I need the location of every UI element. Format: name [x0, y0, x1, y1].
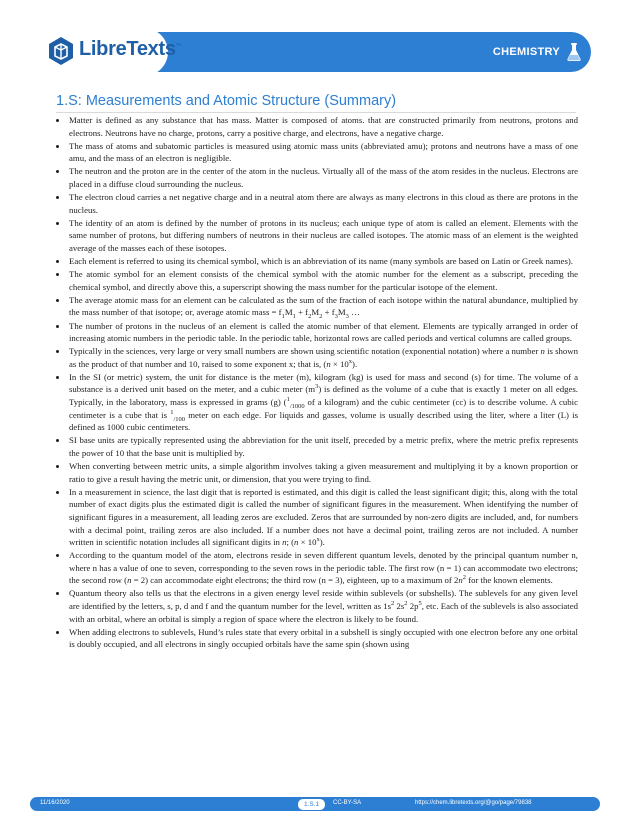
list-item: • The number of protons in the nucleus of an element is called the atomic number of that element. Elements are typically arranged in order of increasing atomic numbers in the periodic table. In the periodic table, horizontal rows are called periods and vertical columns are called groups. — [68, 320, 578, 345]
list-item: • According to the quantum model of the atom, electrons reside in seven different quantum levels, denoted by the principal quantum number n, where n has a value of one to seven, corresponding to the seven rows in the periodic table. The first row (n = 1) can accommodate two electrons; the second row (n = 2) can accommodate eight electrons; the third row (n = 3), eighteen, up to a maximum of $2n^2$ for the known elements. — [68, 549, 578, 587]
footer-page-number: 1.S.1 — [298, 799, 325, 810]
list-item: • In the SI (or metric) system, the unit for distance is the meter (m), kilogram (kg) is used for mass and second (s) for time. The volume of a substance is a derived unit based on the meter, and a cubic meter $(m^3)$ is defined as the volume of a cube that is exactly 1 meter on all edges. Typically, in the laboratory, mass is expressed in grams (g) ($^1_{/1000}$ of a kilogram) and the cubic centimeter (cc) is to describe volume. A cubic centimeter is a cube that is $^1_{/100}$ meter on each edge. For liquids and gasses, volume is usually described using the liter, where a liter (L) is defined as 1000 cubic centimeters. — [68, 371, 578, 434]
list-item: • SI base units are typically represented using the abbreviation for the unit itself, preceded by a metric prefix, where the metric prefix represents the power of 10 that the base unit is multiplied by. — [68, 434, 578, 459]
title-divider — [56, 112, 576, 113]
libretexts-logo-icon — [46, 36, 76, 66]
list-item: • When converting between metric units, a simple algorithm involves taking a given measurement and multiplying it by a known proportion or ratio to give a result having the metric unit, or dimension, that you were trying to find. — [68, 460, 578, 485]
list-item: • Matter is defined as any substance that has mass. Matter is composed of atoms. that are constructed primarily from neutrons, protons and electrons. Neutrons have no charge, protons, carry a positive charge, and electrons, have a negative charge. — [68, 114, 578, 139]
list-item: • Typically in the sciences, very large or very small numbers are shown using scientific notation (exponential notation) where a number n is shown as the product of that number and 10, raised to some exponent x; that is, $(n \times 10^x)$. — [68, 345, 578, 370]
footer-date: 11/16/2020 — [40, 800, 70, 806]
list-item: • The identity of an atom is defined by the number of protons in its nucleus; each unique type of atom is called an element. Elements with the same number of protons, but differing numbers of neutrons in their nucleus are called isotopes. The atomic mass of an element is the weighted average of the masses each of these isotopes. — [68, 217, 578, 255]
logo-text[interactable]: LibreTexts™ — [79, 38, 182, 60]
list-item: • Quantum theory also tells us that the electrons in a given energy level reside within sublevels (or subshells). The sublevels for any given level are identified by the letters, s, p, d and f and the quantum number for the level, written as $1s^2$ $2s^2$ $2p^5$, etc. Each of the sublevels is also associated with an orbital, where an orbital is simply a region of space where the electron is likely to be found. — [68, 587, 578, 625]
subject-label[interactable]: CHEMISTRY — [492, 46, 560, 58]
list-item: • The neutron and the proton are in the center of the atom in the nucleus. Virtually all of the mass of the atom resides in the nucleus. Electrons are placed in a diffuse cloud surrounding the nucleus. — [68, 165, 578, 190]
list-item: • The average atomic mass for an element can be calculated as the sum of the fraction of each isotope within the natural abundance, multiplied by the mass number of that isotope; or, average atomic mass = $f_1M_1 + f_2M_2 + f_3M_3$ … — [68, 294, 578, 319]
list-item: • When adding electrons to sublevels, Hund’s rules state that every orbital in a subshell is singly occupied with one electron before any one orbital is doubly occupied, and all electrons in singly occupied orbitals have the same spin (shown using — [68, 626, 578, 651]
list-item: • The electron cloud carries a net negative charge and in a neutral atom there are always as many electrons in this cloud as there are protons in the nucleus. — [68, 191, 578, 216]
summary-list — [56, 114, 578, 651]
page-title: 1.S: Measurements and Atomic Structure (Summary) — [56, 93, 397, 109]
list-item: • Each element is referred to using its chemical symbol, which is an abbreviation of its name (many symbols are based on Latin or Greek names). — [68, 255, 578, 268]
footer-url-link[interactable]: https://chem.libretexts.org/@go/page/79838 — [415, 800, 532, 806]
flask-icon — [566, 42, 582, 62]
footer-license[interactable]: CC-BY-SA — [333, 800, 362, 806]
page-footer — [30, 797, 600, 811]
list-item: • The mass of atoms and subatomic particles is measured using atomic mass units (abbreviated amu); protons and neutrons have a mass of one amu, and the mass of an electron is negligible. — [68, 140, 578, 165]
list-item: • The atomic symbol for an element consists of the chemical symbol with the atomic number for the element as a subscript, preceding the chemical symbol, and directly above this, a superscript showing the mass number for the particular isotope of the element. — [68, 268, 578, 293]
list-item: • In a measurement in science, the last digit that is reported is estimated, and this digit is called the least significant digit; this, along with the total number of exact digits plus the estimated digit is called the number of significant figures in the measurement. When identifying the number of significant figures in a measurement, all leading zeros are excluded. Zeros that are surrounded by non-zero digits are included, and, for numbers with a decimal point, trailing zeros are also included. If a number does not have a decimal point, trailing zeros are not included. A number written in scientific notation includes all significant digits in n; $(n \times 10^x)$. — [68, 486, 578, 549]
